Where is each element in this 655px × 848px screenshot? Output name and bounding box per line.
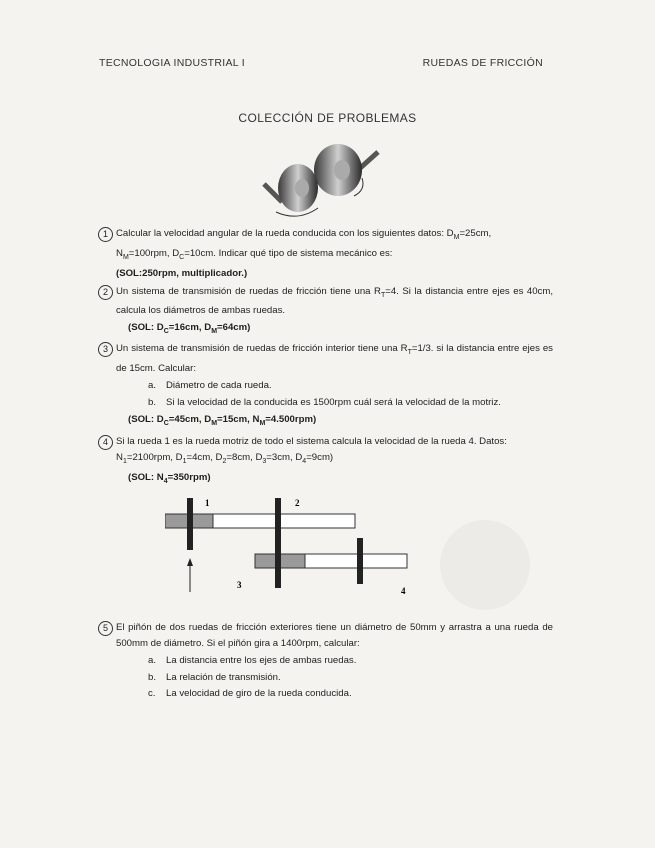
problem-list <box>98 226 553 492</box>
header-topic: RUEDAS DE FRICCIÓN <box>422 57 543 69</box>
axle-2 <box>275 498 281 550</box>
problem-3 <box>98 341 553 432</box>
problem-5-body <box>98 620 553 702</box>
axle-3 <box>275 546 281 588</box>
friction-wheels-illustration <box>262 140 382 220</box>
small-wheel-hub <box>295 179 309 197</box>
header-subject: TECNOLOGIA INDUSTRIAL I <box>99 57 245 69</box>
axle-1 <box>187 498 193 550</box>
sub-question: b. La relación de transmisión. <box>148 671 281 683</box>
problem-text: El piñón de dos ruedas de fricción exteriores tiene un diámetro de 50mm y arrastra a una rueda de 500mm de diámetro. Si el piñón gira a 1400rpm, calcular: <box>116 622 553 649</box>
problem-4 <box>98 434 553 490</box>
problem-2 <box>98 284 553 340</box>
sub-questions <box>148 378 553 410</box>
input-arrow-head <box>187 558 193 566</box>
problem-text: Un sistema de transmisión de ruedas de fricción tiene una $R_T=4$. Si la distancia entre ejes es 40cm, calcula los diámetros de ambas ruedas. <box>116 285 553 317</box>
large-wheel-hub <box>334 160 350 180</box>
page-title: COLECCIÓN DE PROBLEMAS <box>238 111 417 125</box>
sub-question: a. La distancia entre los ejes de ambas ruedas. <box>148 655 357 667</box>
label-wheel-1: 1 <box>205 498 210 508</box>
problem-text: Un sistema de transmisión de ruedas de fricción interior tiene una $R_T=1/3$. si la distancia entre ejes es de 15cm. Calcular: <box>116 343 553 374</box>
label-wheel-2: 2 <box>295 498 300 508</box>
bleed-through-shadow <box>440 520 530 610</box>
solution: (SOL: $N_4=350rpm$) <box>128 472 211 485</box>
label-wheel-4: 4 <box>401 586 406 596</box>
solution: (SOL: $D_C=45cm$, $D_M=15cm$, $N_M=4.500rpm$) <box>128 414 317 428</box>
problem-number: 5 <box>98 621 113 636</box>
sub-question: c. La velocidad de giro de la rueda conducida. <box>148 688 352 700</box>
problem-5 <box>98 620 553 704</box>
label-wheel-3: 3 <box>237 580 242 590</box>
problem-data: $N_1=2100rpm$, $D_1=4cm$, $D_2=8cm$, $D_3=3cm$, $D_4=9cm$) <box>116 451 334 465</box>
problem-text: Si la rueda 1 es la rueda motriz de todo el sistema calcula la velocidad de la rueda 4. Datos: <box>116 435 507 447</box>
problem-number: 2 <box>98 285 113 300</box>
problem-number: 3 <box>98 342 113 357</box>
solution: (SOL:250rpm, multiplicador.) <box>116 268 248 279</box>
solution: (SOL: $D_C=16cm$, $D_M=64cm$) <box>128 321 251 335</box>
sub-question: b. Si la velocidad de la conducida es 1500rpm cuál será la velocidad de la motriz. <box>148 396 501 408</box>
sub-question: a. Diámetro de cada rueda. <box>148 380 272 392</box>
axle-4 <box>357 538 363 584</box>
problem-number: 1 <box>98 227 113 242</box>
problem-text: Calcular la velocidad angular de la rueda conducida con los siguientes datos: $D_M=25cm$, $N_M=100rpm$, $D_C=10cm$. Indicar qué tipo de sistema mecánico es: <box>116 228 492 261</box>
problem-number: 4 <box>98 435 113 450</box>
problem-1 <box>98 226 553 282</box>
transmission-diagram <box>165 494 425 604</box>
sub-questions <box>148 653 553 702</box>
